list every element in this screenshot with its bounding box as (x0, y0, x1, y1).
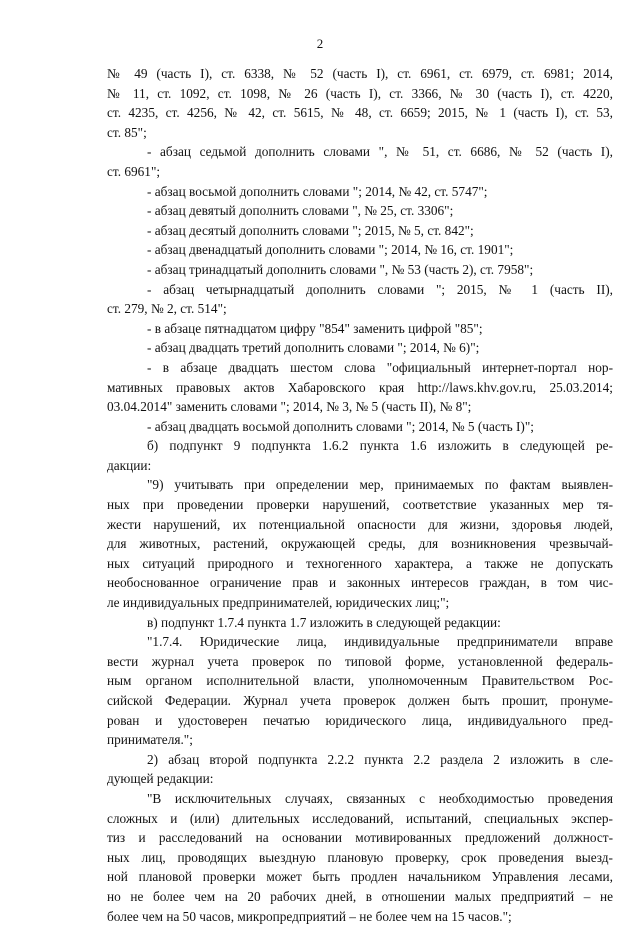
text-line: дакции: (107, 457, 152, 473)
text-line: более чем на 50 часов, микропредприятий – не более чем на 15 часов."; (107, 908, 512, 924)
text-line: - абзац четырнадцатый дополнить словами "; 2015, № 1 (часть II), (147, 281, 613, 297)
text-line: дующей редакции: (107, 771, 214, 787)
text-line: в) подпункт 1.7.4 пункта 1.7 изложить в следующей редакции: (147, 614, 501, 630)
text-line: ных ситуаций природного и техногенного характера, а также не допускать (107, 555, 613, 571)
text-line: принимателя."; (107, 732, 193, 748)
document-body (107, 64, 613, 926)
text-line: - абзац двадцать третий дополнить словами "; 2014, № 6)"; (147, 340, 480, 356)
text-line: ной плановой проверки может быть продлен начальником Управления лесами, (107, 869, 613, 885)
text-line: рован и удостоверен печатью юридического лица, индивидуального пред- (107, 712, 613, 728)
text-line: сложных и (или) длительных исследований, испытаний, специальных экспер- (107, 810, 613, 826)
text-line: ст. 4235, ст. 4256, № 42, ст. 5615, № 48, ст. 6659; 2015, № 1 (часть I), ст. 53, (107, 105, 613, 121)
text-line: ных при проведении проверки нарушений, соответствие указанных мер тя- (107, 497, 613, 513)
text-line: ле индивидуальных предпринимателей, юридических лиц;"; (107, 595, 450, 611)
text-line: - абзац тринадцатый дополнить словами ", № 53 (часть 2), ст. 7958"; (147, 261, 534, 277)
text-line: тиз и расследований на основании мотивированных предложений должност- (107, 830, 613, 846)
text-line: "1.7.4. Юридические лица, индивидуальные предприниматели вправе (147, 634, 613, 650)
text-line: № 11, ст. 1092, ст. 1098, № 26 (часть I), ст. 3366, № 30 (часть I), ст. 4220, (107, 85, 613, 101)
text-line: но не более чем на 20 рабочих дней, в отношении малых предприятий – не (107, 888, 613, 904)
text-line: ным органом исполнительной власти, уполномоченным Правительством Рос- (107, 673, 613, 689)
page-number: 2 (316, 36, 324, 51)
text-line: "9) учитывать при определении мер, принимаемых по фактам выявлен- (147, 477, 613, 493)
text-line: жести нарушений, их потенциальной опасности для жизни, здоровья людей, (107, 516, 613, 532)
text-line: для животных, растений, окружающей среды, для возникновения чрезвычай- (107, 536, 613, 552)
text-line: - абзац двенадцатый дополнить словами "; 2014, № 16, ст. 1901"; (147, 242, 514, 258)
text-line: - в абзаце пятнадцатом цифру "854" заменить цифрой "85"; (147, 320, 483, 336)
text-line: ст. 85"; (107, 124, 147, 140)
text-line: - абзац десятый дополнить словами "; 2015, № 5, ст. 842"; (147, 222, 474, 238)
text-line: ст. 279, № 2, ст. 514"; (107, 301, 227, 317)
text-line: ных лиц, проводящих выездную плановую проверку, срок проведения выезд- (107, 849, 613, 865)
text-line: - абзац двадцать восьмой дополнить словами "; 2014, № 5 (часть I)"; (147, 418, 534, 434)
text-line: - абзац девятый дополнить словами ", № 25, ст. 3306"; (147, 203, 454, 219)
text-line: - абзац седьмой дополнить словами ", № 51, ст. 6686, № 52 (часть I), (147, 144, 613, 160)
text-line: сийской Федерации. Журнал учета проверок должен быть прошит, пронуме- (107, 693, 613, 708)
text-line: 2) абзац второй подпункта 2.2.2 пункта 2.2 раздела 2 изложить в сле- (147, 751, 613, 767)
text-line: - в абзаце двадцать шестом слова "официальный интернет-портал нор- (147, 359, 613, 375)
text-line: ст. 6961"; (107, 163, 161, 179)
text-line: 03.04.2014" заменить словами "; 2014, № 3, № 5 (часть II), № 8"; (107, 399, 472, 415)
text-line: б) подпункт 9 подпункта 1.6.2 пункта 1.6 изложить в следующей ре- (147, 438, 613, 454)
text-line: вести журнал учета проверок по типовой форме, установленной федераль- (107, 653, 613, 669)
text-line: мативных правовых актов Хабаровского края http://laws.khv.gov.ru, 25.03.2014; (107, 379, 613, 395)
text-line: - абзац восьмой дополнить словами "; 2014, № 42, ст. 5747"; (147, 183, 488, 199)
text-line: необоснованное ограничение прав и законных интересов граждан, в том чис- (107, 575, 613, 591)
text-line: "В исключительных случаях, связанных с необходимостью проведения (147, 790, 613, 806)
text-line: № 49 (часть I), ст. 6338, № 52 (часть I), ст. 6961, ст. 6979, ст. 6981; 2014, (107, 66, 613, 81)
